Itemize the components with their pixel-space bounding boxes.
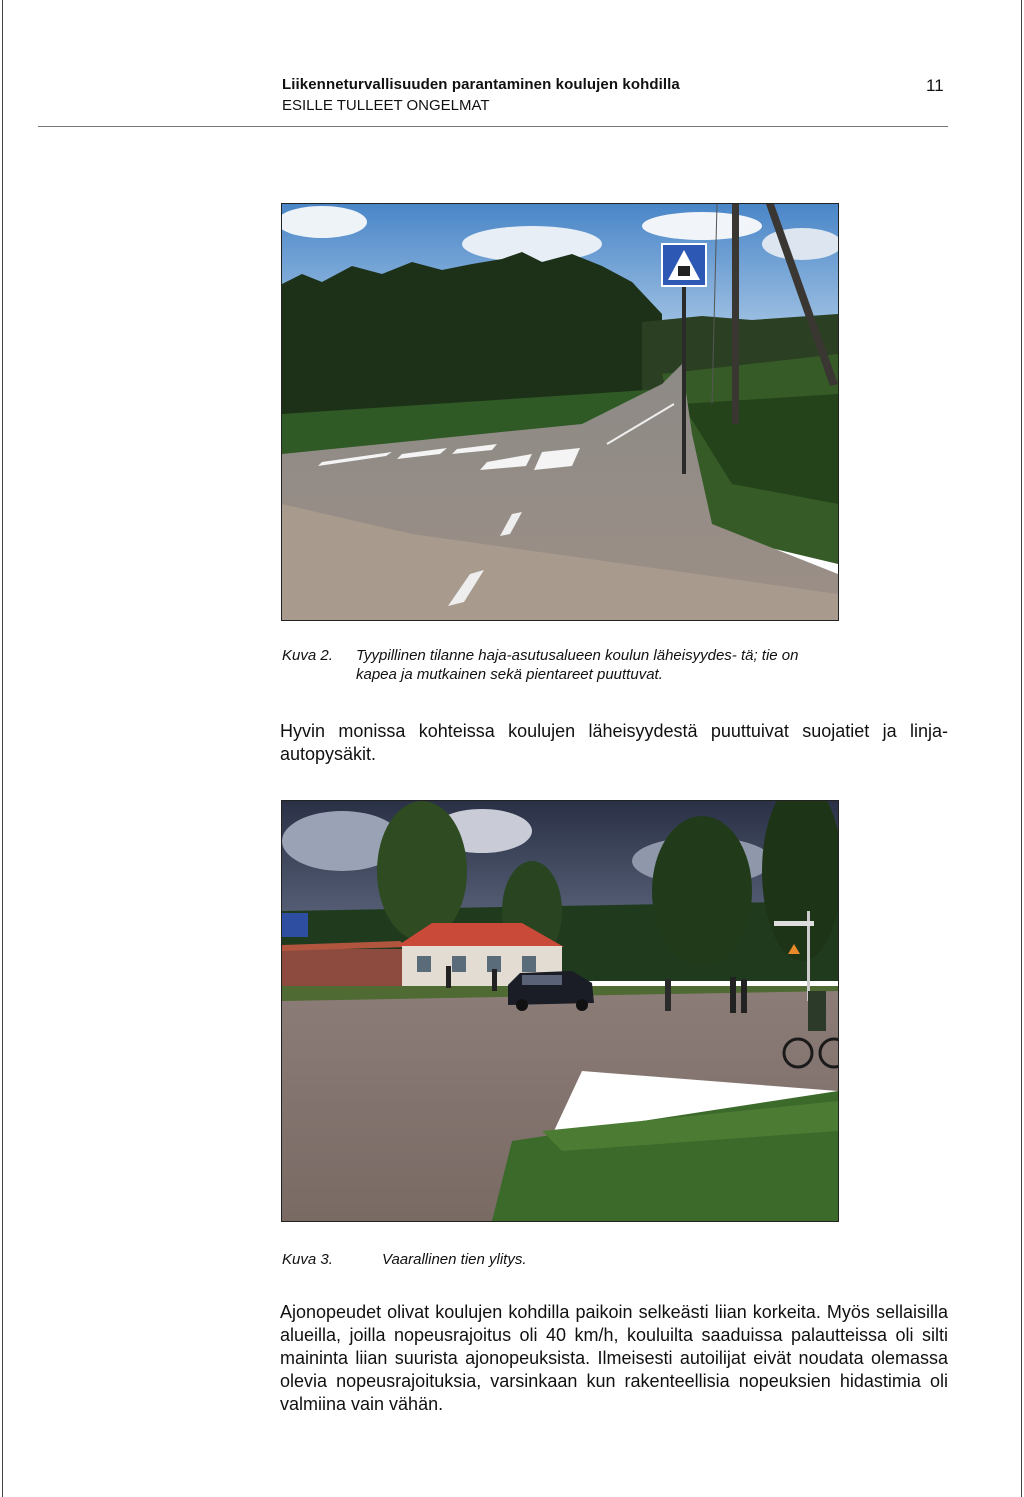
header-section: ESILLE TULLEET ONGELMAT <box>282 97 490 114</box>
photo-rural-road-image <box>282 204 838 620</box>
photo-rural-road-crosswalk <box>281 203 839 621</box>
figure-label-3: Kuva 3. <box>282 1251 333 1268</box>
figure-text-2: Tyypillinen tilanne haja-asutusalueen koulun läheisyydes- tä; tie on kapea ja mutkainen sekä pientareet puuttuvat. <box>356 647 799 683</box>
scan-edge-left <box>2 0 3 1497</box>
scan-edge-right <box>1021 0 1022 1497</box>
header-rule <box>38 126 948 127</box>
photo-crossing-image <box>282 801 838 1221</box>
page-number: 11 <box>926 76 944 95</box>
body-paragraph-2: Ajonopeudet olivat koulujen kohdilla paikoin selkeästi liian korkeita. Myös sellaisilla alueilla, joilla nopeusrajoitus oli 40 km/h, kouluilta saaduissa palautteissa oli silti maininta liian suurista ajonopeuksista. Ilmeisesti autoilijat eivät noudata olemassa olevia nopeusrajoituksia, varsinkaan kun rakenteellisia nopeuksien hidastimia oli valmiina vain vähän. <box>280 1302 948 1414</box>
photo-dangerous-crossing <box>281 800 839 1222</box>
body-paragraph-1: Hyvin monissa kohteissa koulujen läheisyydestä puuttuivat suojatiet ja linja-autopysäkit. <box>280 721 948 764</box>
running-header <box>282 76 952 114</box>
header-title: Liikenneturvallisuuden parantaminen koulujen kohdilla <box>282 76 680 93</box>
figure-label-2: Kuva 2. <box>282 647 333 664</box>
figure-text-3: Vaarallinen tien ylitys. <box>382 1251 527 1268</box>
figure-caption-2 <box>282 646 842 686</box>
figure-caption-3 <box>282 1250 842 1270</box>
